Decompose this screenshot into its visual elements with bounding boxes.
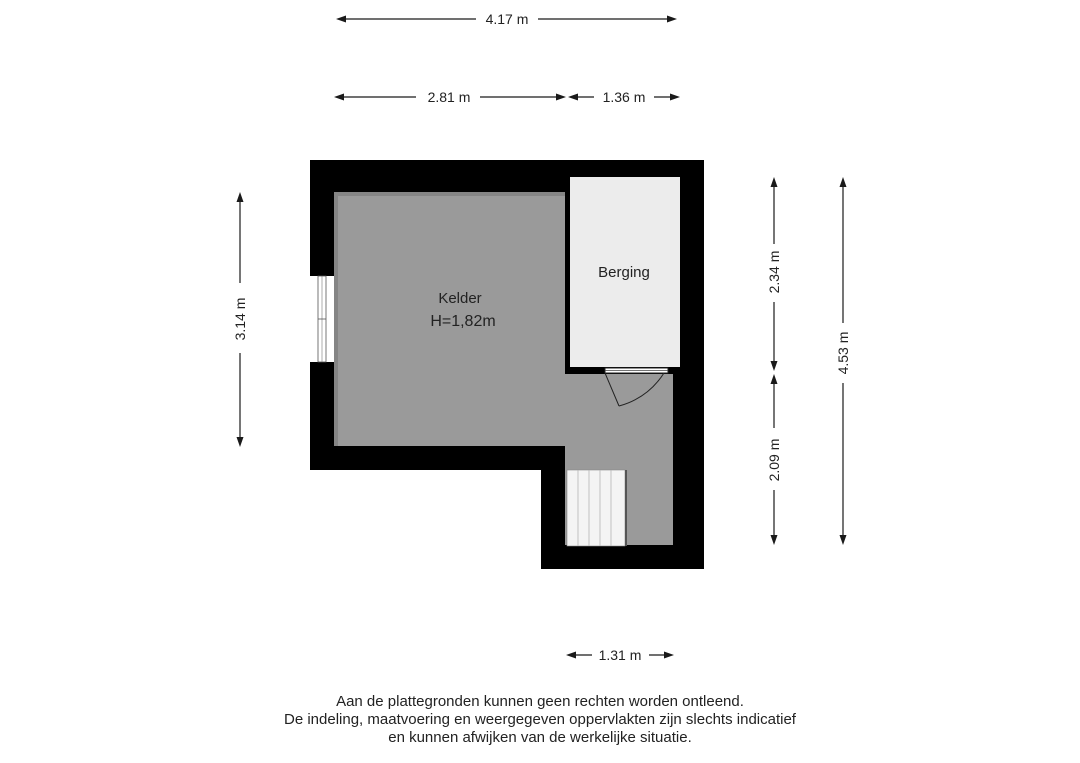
dimension-right-total-label: 4.53 m <box>835 331 851 375</box>
window <box>310 276 334 362</box>
disclaimer-line-1: Aan de plattegronden kunnen geen rechten worden ontleend. <box>336 693 744 710</box>
dimension-right-lower-label: 2.09 m <box>766 438 782 482</box>
dimension-left-label: 3.14 m <box>232 297 248 341</box>
dimension-top-total <box>336 11 677 27</box>
disclaimer-line-2: De indeling, maatvoering en weergegeven oppervlakten zijn slechts indicatief <box>284 711 796 728</box>
dimension-top-total-label: 4.17 m <box>485 11 529 27</box>
stairs <box>567 470 627 546</box>
disclaimer <box>0 693 1080 747</box>
dimension-top-right <box>568 89 680 105</box>
dimension-right-total <box>835 177 851 545</box>
kelder-name: Kelder <box>438 290 482 307</box>
dimension-right-upper <box>766 177 782 371</box>
dimension-left <box>232 192 248 447</box>
dimension-right-lower <box>766 374 782 545</box>
dimension-bottom-label: 1.31 m <box>598 647 642 663</box>
dimension-top-left <box>334 89 566 105</box>
dimension-top-right-label: 1.36 m <box>602 89 646 105</box>
dimension-top-left-label: 2.81 m <box>427 89 471 105</box>
dimension-right-upper-label: 2.34 m <box>766 250 782 294</box>
dimension-bottom <box>566 647 674 663</box>
disclaimer-line-3: en kunnen afwijken van de werkelijke situatie. <box>388 729 692 746</box>
berging-name: Berging <box>598 264 650 281</box>
kelder-height: H=1,82m <box>430 313 496 330</box>
